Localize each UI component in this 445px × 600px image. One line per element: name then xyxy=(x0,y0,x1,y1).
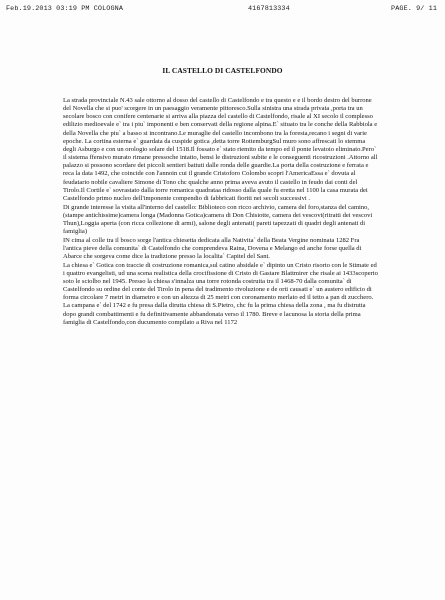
paragraph-chapel: IN cima al colle tra il bosco sorge l'antica chiesetta dedicata alla Nativita` della Beata Vergine nominata 1282 Fra l'antica pieve della comunita` di Castelfondo che comprendeva Raina, Dovena e Melango ed anche forse quella di Abarce che sorgeva come dice la tradizione presso la localita` Capitel del Sant. xyxy=(63,236,362,260)
fax-page-number: PAGE. 9/ 11 xyxy=(391,5,437,13)
document-body xyxy=(63,97,379,327)
paragraph-history: La strada provinciale N.43 sale ottorno al dosso del castello di Castelfondo e tra questo e e il bordo destro del burrone del Novella che si puo' scorgere in un paesaggio veramente pittoresco.Sulla sinistra una strada privata ,porta tra un secolare bosco con conifere centenarie si arriva alla piazza del castello di Castelfondo, risale al XI secolo il complesso edilizio medioevale e` tra i piu` imponenti e ben conservati della regione alpina.E` situato tra le conche della Rabbiola e della Novella che piu` a basso si incontrano.Le muraglie del castello incombono tra la foresta,recano i segni di varie epoche. La cortina esterna e` guardata da cuspide gotica ,detta torre RottemburgSul muro sono affrescati lo stemma degli Asburgo e con un orologio solare del 1518.Il fossato e` stato riemito da tempo ed il ponte levatoio eliminato.Pero` il sistema ffensivo murato rimane pressoche intatto, bensi le distruzioni subite e le conseguenti ricostruzioni .Attorno all palazzo si possono scordare dei piccoli sentieri battuti dalle ronda delle guardie.La porta della costruzione e ferrata e reca la data 1492, che coincide con l'annoin cui il grande Cristoforo Colombo scopri l'AmericaEssa e` dovuta al feudatario nobile cavaliere Simone di Tono chc qualche anno prima aveva avuto il castello in feudo dai conti del Tirolo.Il Cortile e` sovrastato dalla torre romanica quadrataa ridosso dalla quale fu eretta nel 1100 la casa murata dei Castelfondo primo nucleo dell'imponente compendio di fabbricati fioriti nei secoli successivi . xyxy=(63,97,378,202)
fax-datetime-location: Feb.19.2013 03:19 PM COLOGNA xyxy=(6,5,124,13)
fax-phone-number: 4167813334 xyxy=(248,5,290,13)
paragraph-interior-visit: Di grande interesse la visita all'interno del castello: Biblioteco con ricco archivio, camera del foro,stanza del camino,(stampe antichissime)camera longa (Madonna Gotica)camera di Don Chisiotte, camera dei vescovi(ritratti dei vescovi Thun),Loggia aperta (con ricca collezione di armi), salone degli antenati( pareti tapezzati di quadri degli antenati di famiglia) xyxy=(63,203,373,235)
fax-header xyxy=(6,5,437,15)
document-title: IL CASTELLO DI CASTELFONDO xyxy=(162,66,283,75)
paragraph-church: La chiesa e` Gotica con traccie di costruzione romanica,sul catino absidale e` dipinto un Cristo risorto con le Stimate ed i quattro evangelisti, ud una scena realistica della crocifissione di Cristo di Gastare Blattmirer che risale ai 1433scoperto soto le sciolbo nel 1945. Presso la chiesa s'innalza una torre rotonda costruita tra il 1468-70 dalla comunita` di Castelfondo su ordine del conte del Tirolo in pena del tradimento rivoluzione e de orti causati e` un austero edificio di forma circolare 7 metri in diametro e con un altezza di 25 metri con coronamento merlato ed il tetto a pan di zucchero. La campana e` del 1742 e fu presa dalla dirutta chiesa di S.Pietro, chc fu la prima chiesa della zona , ma fu distrutta dopo grandi combattimenti e fu definitivamente abbandonata verso il 1780. Breve e lacunosa la storia della prima famiglia di Castelfondo,con ducumento compilato a Riva nel 1172 xyxy=(63,261,378,326)
